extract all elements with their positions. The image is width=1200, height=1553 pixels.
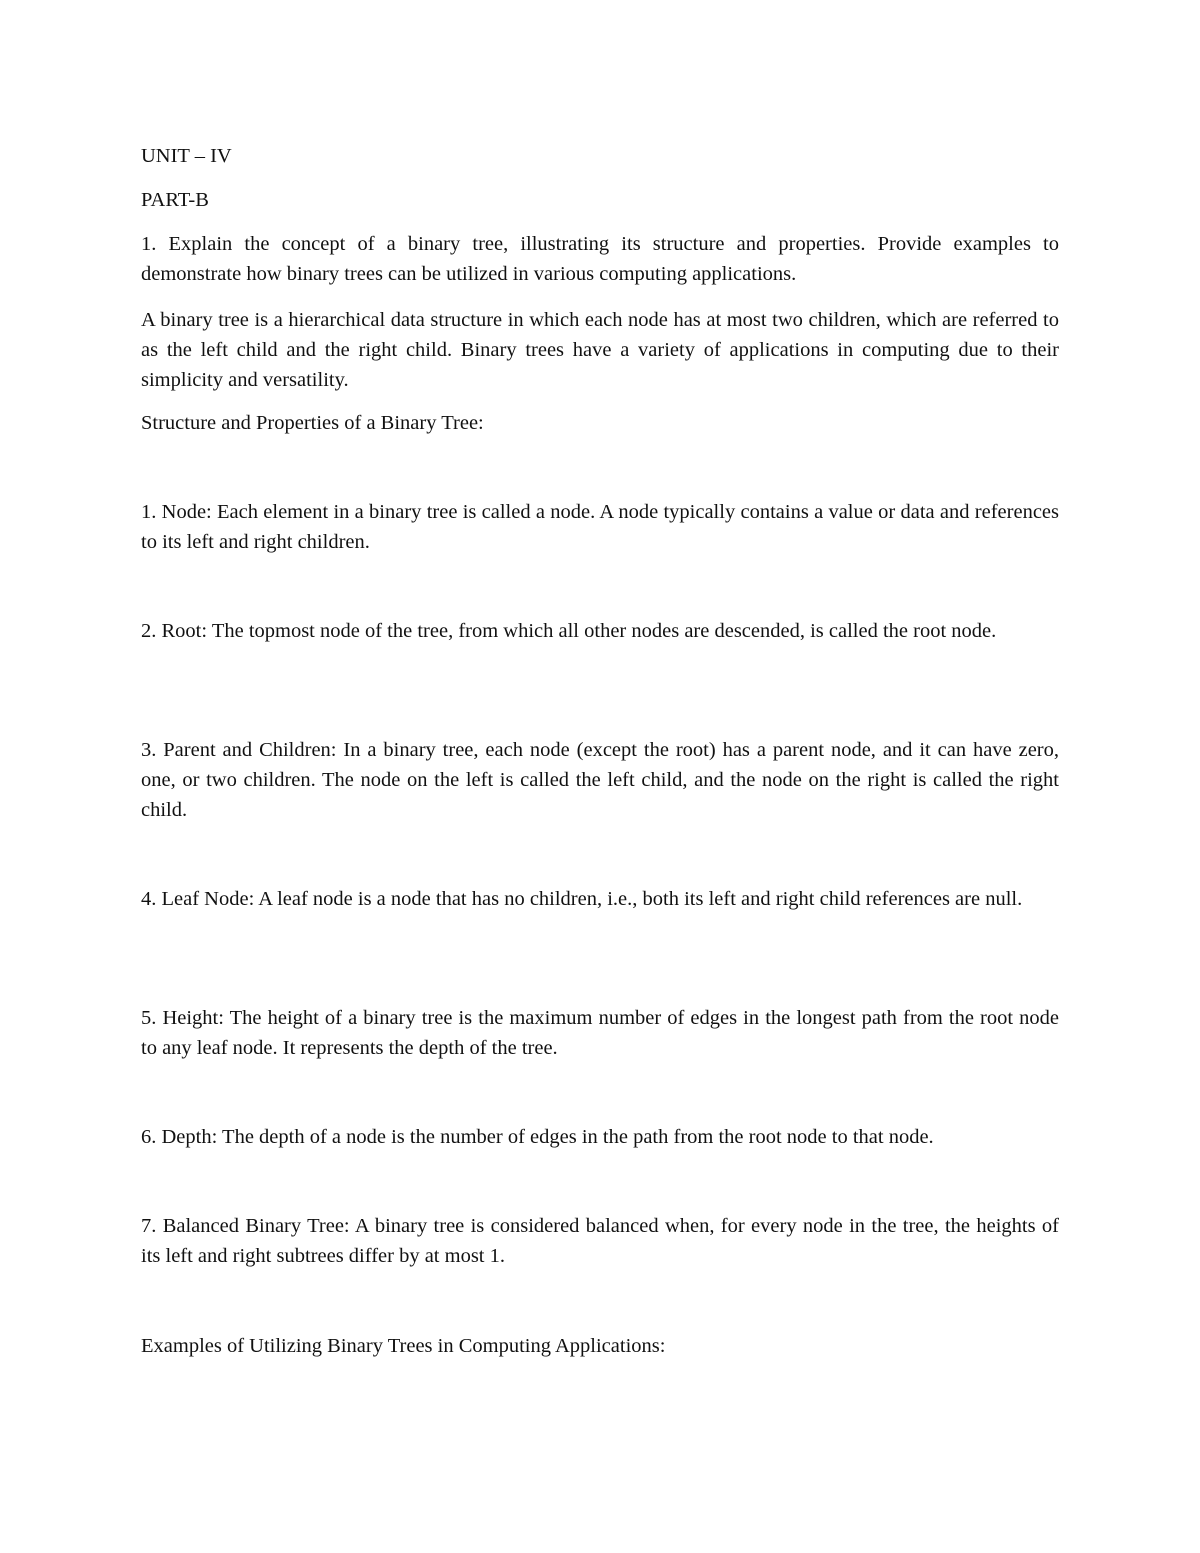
unit-heading: UNIT – IV [141,145,232,167]
property-node: 1. Node: Each element in a binary tree is called a node. A node typically contains a value or data and references to its left and right children. [141,501,1059,553]
examples-heading: Examples of Utilizing Binary Trees in Computing Applications: [141,1335,666,1357]
property-balanced-tree: 7. Balanced Binary Tree: A binary tree is considered balanced when, for every node in the tree, the heights of its left and right subtrees differ by at most 1. [141,1215,1059,1267]
property-parent-children: 3. Parent and Children: In a binary tree, each node (except the root) has a parent node, and it can have zero, one, or two children. The node on the left is called the left child, and the node on the right is called the right child. [141,739,1059,821]
part-heading: PART-B [141,189,209,211]
intro-paragraph: A binary tree is a hierarchical data structure in which each node has at most two children, which are referred to as the left child and the right child. Binary trees have a variety of applications in computing due to their simplicity and versatility. [141,309,1059,391]
property-height: 5. Height: The height of a binary tree is the maximum number of edges in the longest path from the root node to any leaf node. It represents the depth of the tree. [141,1007,1059,1059]
property-depth: 6. Depth: The depth of a node is the number of edges in the path from the root node to that node. [141,1126,934,1148]
structure-heading: Structure and Properties of a Binary Tree: [141,412,484,434]
property-leaf-node: 4. Leaf Node: A leaf node is a node that has no children, i.e., both its left and right child references are null. [141,888,1023,910]
property-root: 2. Root: The topmost node of the tree, from which all other nodes are descended, is called the root node. [141,620,997,642]
question-text: 1. Explain the concept of a binary tree, illustrating its structure and properties. Provide examples to demonstrate how binary trees can be utilized in various computing applications. [141,233,1059,285]
